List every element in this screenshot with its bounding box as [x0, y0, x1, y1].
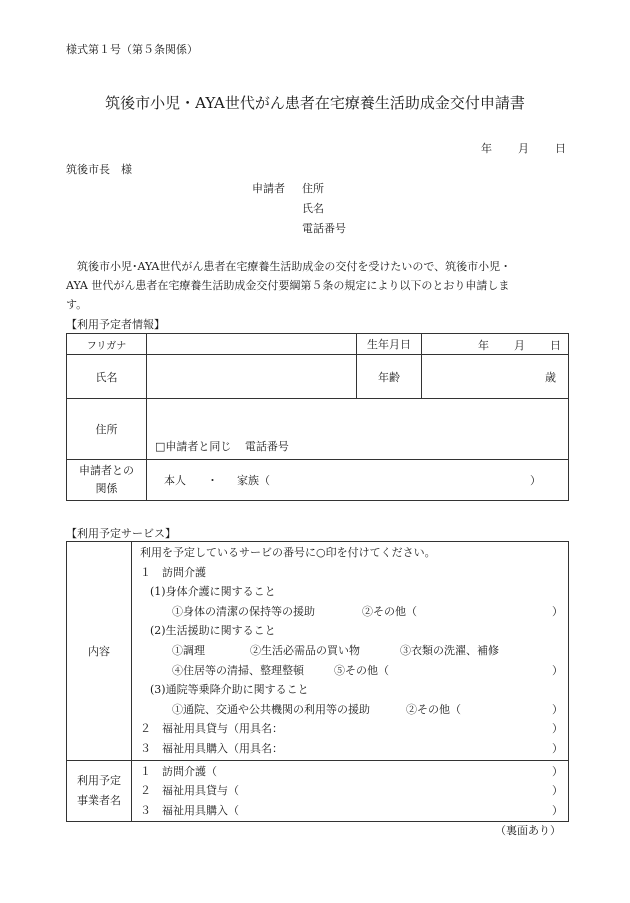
document-title: 筑後市小児・AYA世代がん患者在宅療養生活助成金交付申請書 [105, 94, 525, 112]
prov1-close: ） [552, 764, 563, 778]
item2-close: ） [552, 722, 563, 736]
prov2-close: ） [552, 784, 563, 798]
item-visit-care[interactable]: １ 訪問介護 [140, 565, 206, 579]
applicant-name: 氏名 [302, 202, 324, 215]
service-heading: 【利用予定サービス】 [66, 527, 176, 540]
sub3-other[interactable]: ②その他（ [406, 702, 461, 716]
service-table [66, 541, 569, 822]
sub1-hygiene[interactable]: ①身体の清潔の保持等の援助 [172, 604, 315, 618]
content-cell [132, 542, 569, 761]
relation-close: ） [530, 474, 541, 487]
relation-label-line-2: 関係 [95, 482, 118, 495]
item-equipment-rental[interactable]: ２ 福祉用具貸与（用具名： [140, 722, 283, 736]
instruction: 利用を予定しているサービの番号に○印を付けてください。 [140, 546, 436, 559]
provider-equipment-rental[interactable]: ２ 福祉用具貸与（ [140, 784, 239, 798]
birth-year: 年 [478, 339, 489, 352]
date-month: 月 [518, 142, 529, 155]
sub1-close: ） [552, 604, 563, 618]
body-text-line-2: AYA 世代がん患者在宅療養生活助成金交付要綱第５条の規定により以下のとおり申請しま [66, 279, 510, 292]
provider-label-line-2: 事業者名 [77, 793, 121, 807]
address-label: 住所 [67, 399, 147, 460]
relation-self[interactable]: 本人 [164, 474, 186, 487]
user-info-heading: 【利用予定者情報】 [66, 318, 165, 331]
addressee: 筑後市長 様 [66, 163, 132, 176]
birthdate-label: 生年月日 [357, 334, 422, 355]
provider-cell [132, 760, 569, 822]
sub2-other[interactable]: ⑤その他（ [334, 663, 389, 677]
name-label: 氏名 [67, 355, 147, 399]
sub3-hospital-visit[interactable]: ①通院、交通や公共機関の利用等の援助 [172, 702, 370, 716]
birth-month: 月 [514, 339, 525, 352]
same-as-applicant-checkbox[interactable]: □申請者と同じ [155, 440, 232, 453]
phone-label: 電話番号 [244, 440, 289, 453]
applicant-phone: 電話番号 [302, 222, 346, 235]
prov3-close: ） [552, 803, 563, 817]
relation-dot: ・ [207, 474, 218, 487]
furigana-value[interactable] [147, 334, 357, 355]
sub2-close: ） [552, 663, 563, 677]
body-text-line-3: す。 [66, 298, 88, 311]
item3-close: ） [552, 741, 563, 755]
date-day: 日 [555, 142, 566, 155]
provider-visit-care[interactable]: １ 訪問介護（ [140, 764, 217, 778]
provider-label [67, 760, 132, 822]
sub2-laundry[interactable]: ③衣類の洗濯、補修 [400, 643, 499, 657]
item-equipment-purchase[interactable]: ３ 福祉用具購入（用具名： [140, 741, 283, 755]
sub2-cooking[interactable]: ①調理 [172, 643, 205, 657]
address-value[interactable] [147, 399, 569, 460]
relation-value[interactable] [147, 460, 569, 501]
body-text-line-1: 筑後市小児･AYA世代がん患者在宅療養生活助成金の交付を受けたいので、筑後市小児・ [77, 260, 512, 273]
provider-label-line-1: 利用予定 [77, 773, 121, 787]
sub-living-support[interactable]: (2)生活援助に関すること [150, 624, 276, 638]
sub-transport-assist[interactable]: (3)通院等乗降介助に関すること [150, 683, 309, 697]
applicant-label: 申請者 [252, 182, 285, 195]
age-value[interactable] [422, 355, 569, 399]
sub2-cleaning[interactable]: ④住居等の清掃、整理整頓 [172, 663, 304, 677]
form-number: 様式第１号（第５条関係） [66, 43, 198, 56]
furigana-label: フリガナ [67, 334, 147, 355]
age-label: 年齢 [357, 355, 422, 399]
relation-family[interactable]: 家族（ [237, 474, 270, 487]
sub3-close: ） [552, 702, 563, 716]
sub1-other[interactable]: ②その他（ [362, 604, 417, 618]
footer-note: （裏面あり） [495, 824, 561, 837]
sub-physical-care[interactable]: (1)身体介護に関すること [150, 585, 276, 599]
user-info-table [66, 333, 569, 501]
applicant-address: 住所 [302, 182, 324, 195]
birthdate-value[interactable] [422, 334, 569, 355]
provider-equipment-purchase[interactable]: ３ 福祉用具購入（ [140, 803, 239, 817]
name-value[interactable] [147, 355, 357, 399]
birth-day: 日 [550, 339, 561, 352]
age-unit: 歳 [545, 370, 556, 384]
relation-label [67, 460, 147, 501]
date-year: 年 [481, 142, 492, 155]
content-label: 内容 [67, 542, 132, 761]
sub2-shopping[interactable]: ②生活必需品の買い物 [250, 643, 360, 657]
relation-label-line-1: 申請者との [79, 464, 134, 477]
